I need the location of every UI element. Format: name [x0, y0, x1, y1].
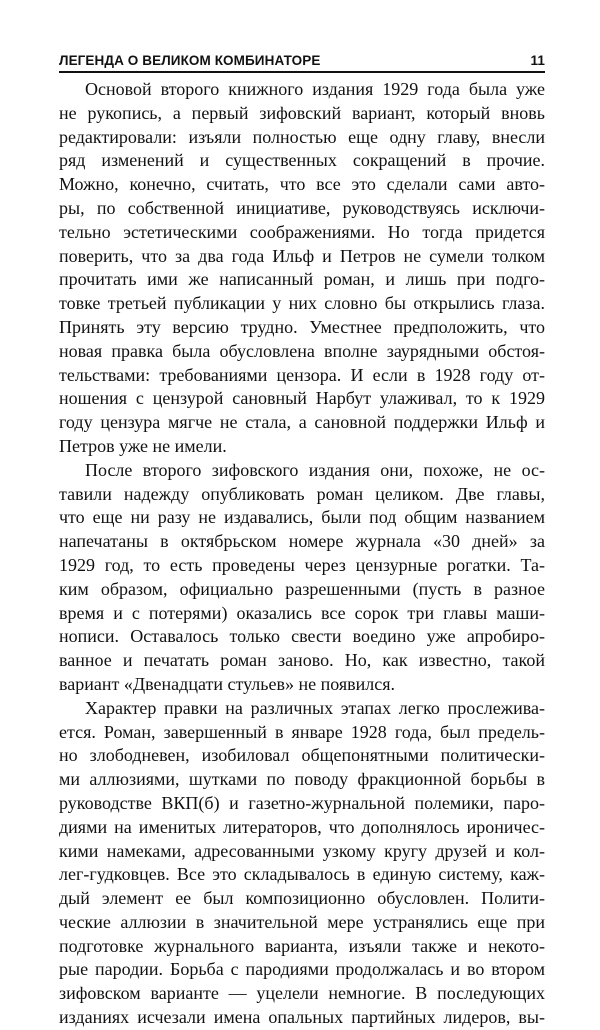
text-line: не рукопись, а первый зифовский вариант, который вновь — [59, 102, 545, 123]
paragraph — [59, 697, 545, 1030]
text-line: ры, по собственной инициативе, руководствуясь исключи- — [59, 197, 545, 218]
text-line: поверить, что за два года Ильф и Петров не сумели толком — [59, 245, 545, 266]
text-line: диями на именитых литераторов, что дополнялось ироничес- — [59, 816, 545, 837]
text-line: тельствами: требованиями цензора. И если в 1928 году от- — [59, 364, 545, 385]
text-line: что еще ни разу не издавались, были под общим названием — [59, 507, 545, 528]
text-line: ми аллюзиями, шутками по поводу фракционной борьбы в — [59, 769, 545, 790]
text-line: ряд изменений и существенных сокращений в прочие. — [59, 150, 545, 171]
running-head — [59, 47, 545, 69]
text-line: подготовке журнального варианта, изъяли также и некото- — [59, 935, 545, 956]
text-line: дый элемент ее был композиционно обусловлен. Полити- — [59, 888, 545, 909]
text-line: нописи. Оставалось только свести воедино уже апробиро- — [59, 626, 545, 647]
text-line: напечатаны в октябрьском номере журнала «30 дней» за — [59, 531, 545, 552]
text-line: тавили надежду опубликовать роман целиком. Две главы, — [59, 483, 545, 504]
body-text — [59, 78, 545, 1030]
text-line: тельно эстетическими соображениями. Но тогда придется — [59, 221, 545, 242]
paragraph — [59, 459, 545, 697]
text-line: ношения с цензурой сановный Нарбут улаживал, то к 1929 — [59, 388, 545, 409]
text-line: После второго зифовского издания они, похоже, не ос- — [85, 459, 545, 480]
text-line: руководстве ВКП(б) и газетно-журнальной полемики, паро- — [59, 792, 545, 813]
text-line: кими намеками, адресованными узкому кругу друзей и кол- — [59, 840, 545, 861]
text-line: лег-гудковцев. Все это складывалось в единую систему, каж- — [59, 864, 545, 885]
text-line: рые пародии. Борьба с пародиями продолжалась и во втором — [59, 959, 545, 980]
text-line: Характер правки на различных этапах легко прослежива- — [85, 697, 545, 718]
running-head-title: ЛЕГЕНДА О ВЕЛИКОМ КОМБИНАТОРЕ — [59, 53, 321, 68]
text-line: ческие аллюзии в значительной мере устранялись еще при — [59, 911, 545, 932]
text-line: Можно, конечно, считать, что все это сделали сами авто- — [59, 174, 545, 195]
text-line: прочитать ими же написанный роман, и лишь при подго- — [59, 269, 545, 290]
text-line: но злободневен, изобиловал общепонятными политически- — [59, 745, 545, 766]
text-line: Основой второго книжного издания 1929 года была уже — [85, 79, 545, 99]
text-line: ванное и печатать роман заново. Но, как известно, такой — [59, 650, 545, 671]
text-line: новая правка была обусловлена вполне заурядными обстоя- — [59, 340, 545, 361]
text-line: Петров уже не имели. — [59, 435, 227, 456]
header-rule — [59, 71, 545, 73]
text-line: Принять эту версию трудно. Уместнее предположить, что — [59, 316, 545, 337]
text-line: ким образом, официально разрешенными (пусть в разное — [59, 578, 545, 599]
text-line: зифовском варианте — уцелели немногие. В последующих — [59, 983, 545, 1004]
text-line: ется. Роман, завершенный в январе 1928 года, был предель- — [59, 721, 545, 742]
page-number: 11 — [530, 53, 545, 68]
text-line: году цензура мягче не стала, а сановной поддержки Ильф и — [59, 412, 545, 433]
text-line: редактировали: изъяли полностью еще одну главу, внесли — [59, 126, 545, 147]
text-line: изданиях исчезали имена опальных партийных лидеров, вы- — [59, 1007, 545, 1028]
text-line: 1929 год, то есть проведены через цензурные рогатки. Та- — [59, 554, 545, 575]
text-line: товке третьей публикации у них словно бы открылись глаза. — [59, 293, 545, 314]
paragraph — [59, 78, 545, 459]
text-line: вариант «Двенадцати стульев» не появился. — [59, 673, 396, 694]
text-line: время и с потерями) оказались все сорок три главы маши- — [59, 602, 545, 623]
